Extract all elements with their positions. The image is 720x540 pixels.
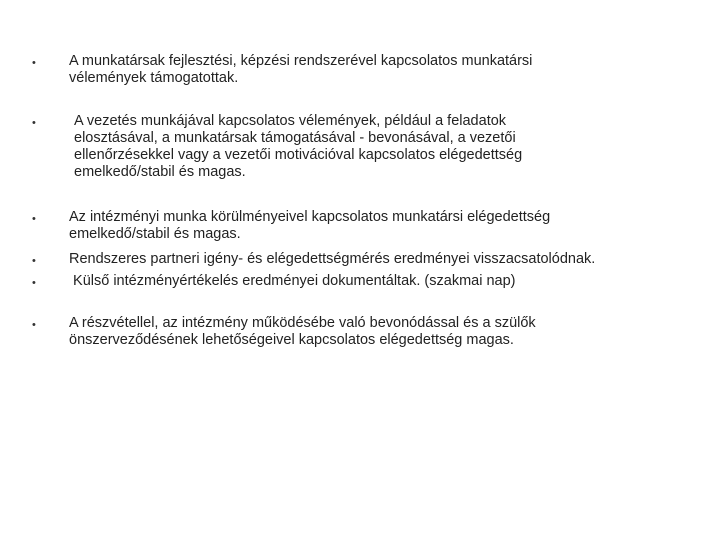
bullet-marker: •: [32, 277, 36, 289]
bullet-marker: •: [32, 213, 36, 225]
bullet-marker: •: [32, 57, 36, 69]
list-item-line: ellenőrzésekkel vagy a vezetői motivációval kapcsolatos elégedettség: [74, 147, 523, 163]
bullet-marker: •: [32, 117, 36, 129]
list-item-2: [74, 113, 522, 181]
list-item-line: emelkedő/stabil és magas.: [69, 226, 241, 242]
list-item-line: elosztásával, a munkatársak támogatásával - bevonásával, a vezetői: [74, 130, 516, 146]
list-item-4: [69, 251, 595, 268]
bullet-marker: •: [32, 319, 36, 331]
list-item-line: A részvétellel, az intézmény működésébe való bevonódással és a szülők: [69, 315, 536, 331]
list-item-line: A munkatársak fejlesztési, képzési rendszerével kapcsolatos munkatársi: [69, 53, 533, 69]
list-item-line: önszerveződésének lehetőségeivel kapcsolatos elégedettség magas.: [69, 332, 514, 348]
bullet-marker: •: [32, 255, 36, 267]
list-item-line: Az intézményi munka körülményeivel kapcsolatos munkatársi elégedettség: [69, 209, 551, 225]
list-item-line: Rendszeres partneri igény- és elégedettségmérés eredményei visszacsatolódnak.: [69, 251, 596, 267]
list-item-line: vélemények támogatottak.: [69, 70, 239, 86]
list-item-6: [69, 315, 536, 349]
list-item-3: [69, 209, 550, 243]
list-item-line: A vezetés munkájával kapcsolatos vélemények, például a feladatok: [74, 113, 507, 129]
list-item-line: Külső intézményértékelés eredményei dokumentáltak. (szakmai nap): [69, 273, 516, 289]
list-item-line: emelkedő/stabil és magas.: [74, 164, 246, 180]
list-item-5: [69, 273, 516, 290]
list-item-1: [69, 53, 532, 87]
